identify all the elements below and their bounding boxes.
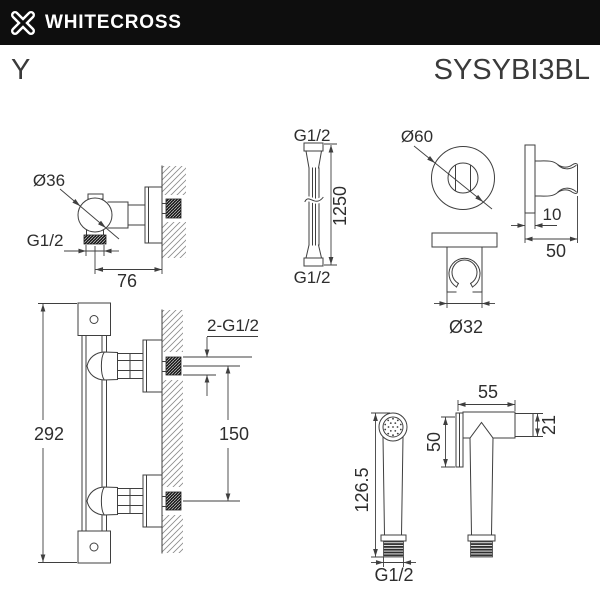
shower-hose-drawing: [294, 126, 350, 287]
dim-bar-spacing: 150: [218, 424, 250, 444]
series-label: Y: [11, 54, 31, 86]
dim-sprayer-thread: G1/2: [374, 565, 414, 585]
dim-holder-depth: 50: [545, 241, 567, 261]
title-row: [0, 45, 600, 97]
header-bar: [0, 0, 600, 45]
dim-holder-face-diameter: Ø60: [400, 127, 434, 146]
dim-sprayer-head-diameter: 21: [539, 414, 559, 436]
holder-bottom-view: [432, 233, 497, 337]
whitecross-x-icon: [8, 8, 38, 38]
dim-elbow-thread: G1/2: [26, 231, 64, 250]
dim-holder-plate-thickness: 10: [542, 205, 562, 224]
dim-sprayer-length: 126.5: [352, 467, 372, 513]
mixer-bar-drawing: [34, 303, 259, 563]
dim-holder-clip-diameter: Ø32: [448, 317, 484, 337]
sprayer-side-view: [424, 382, 559, 557]
dim-hose-bottom-thread: G1/2: [293, 268, 331, 287]
dim-sprayer-head-length: 55: [477, 382, 499, 402]
dim-elbow-depth: 76: [116, 271, 138, 291]
wall-elbow-drawing: [27, 166, 186, 291]
dim-bar-height: 292: [33, 424, 65, 444]
dim-sprayer-bracket-height: 50: [424, 431, 444, 453]
sprayer-front-view: [352, 413, 416, 585]
dim-hose-length: 1250: [330, 185, 350, 227]
holder-front-view: [401, 127, 495, 210]
brand-name: WHITECROSS: [45, 11, 182, 33]
brand-logo: [8, 8, 182, 38]
holder-side-view: [511, 145, 578, 261]
dim-elbow-diameter: Ø36: [32, 171, 66, 190]
dim-bar-connections: 2-G1/2: [207, 316, 259, 335]
dim-hose-top-thread: G1/2: [293, 126, 331, 145]
model-code: SYSYBI3BL: [433, 54, 590, 86]
